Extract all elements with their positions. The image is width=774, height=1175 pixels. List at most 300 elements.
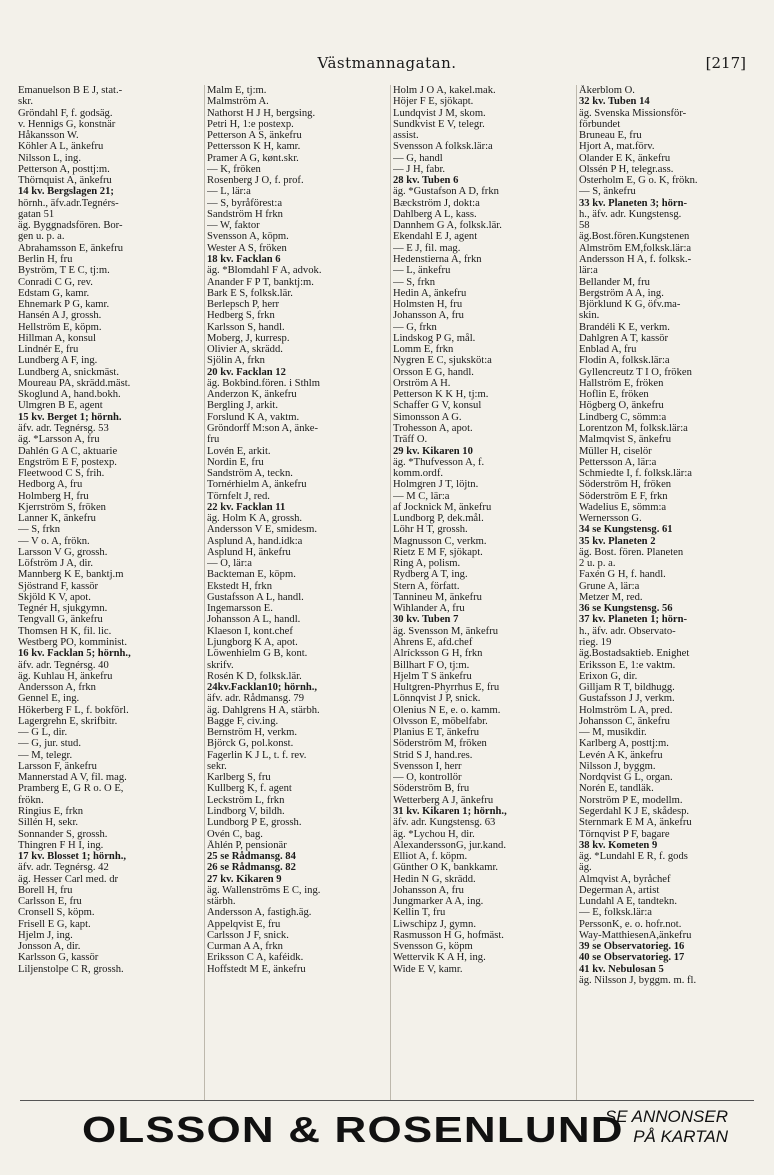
directory-entry: Andersson V E, smidesm.: [207, 524, 317, 536]
directory-entry: — J H, fabr.: [393, 163, 446, 175]
directory-entry: äg.Bost.fören.Kungstenen: [579, 231, 690, 243]
directory-entry: komm.ordf.: [393, 468, 444, 480]
directory-entry: Günther O K, bankkamr.: [393, 862, 499, 874]
directory-entry: Tornérhielm A, änkefru: [207, 479, 307, 491]
directory-entry: Kullberg K, f. agent: [207, 783, 292, 795]
slogan-line-1: SE ANNONSER: [604, 1107, 728, 1126]
directory-entry: fru: [207, 434, 220, 446]
directory-entry: Svensson I, herr: [393, 760, 462, 772]
directory-entry: äg. Bokbind.fören. i Sthlm: [207, 377, 320, 389]
directory-entry: äfv. adr. Tegnérsg. 53: [18, 422, 109, 434]
directory-entry: Svensson G, köpm: [393, 941, 473, 953]
directory-entry: Elliot A, f. köpm.: [393, 851, 468, 863]
directory-entry: Ulmgren B E, agent: [18, 400, 103, 412]
directory-entry: Hjelm T S änkefru: [393, 670, 472, 682]
directory-entry: gatan 51: [18, 208, 55, 220]
directory-entry: Träff O.: [393, 434, 428, 446]
directory-entry: Moberg, J, kurresp.: [207, 332, 290, 344]
directory-entry: Olivier A, skrädd.: [207, 344, 283, 356]
directory-entry: hörnh., äfv.adr.Tegnérs-: [18, 197, 119, 209]
directory-entry: äg. *Lundahl E R, f. gods: [579, 851, 688, 863]
directory-entry: 41 kv. Nebulosan 5: [579, 963, 664, 975]
directory-entry: Törnfelt J, red.: [207, 490, 270, 502]
directory-entry: Lindnér E, fru: [18, 344, 79, 356]
directory-entry: Åkerblom O.: [579, 85, 635, 96]
directory-entry: Bagge F, civ.ing.: [207, 715, 279, 727]
directory-entry: Bruneau E, fru: [579, 130, 642, 142]
directory-entry: Orsson E G, handl.: [393, 366, 474, 378]
directory-entry: Rosén K D, folksk.lär.: [207, 670, 302, 682]
directory-entry: 16 kv. Facklan 5; hörnh.,: [18, 648, 131, 660]
directory-entry: Lindberg C, sömm:a: [579, 411, 667, 423]
directory-entry: Anderzon K, änkefru: [207, 389, 297, 401]
directory-entry: äg. Holm K A, grossh.: [207, 513, 303, 525]
directory-entry: Billhart F O, tj:m.: [393, 659, 470, 671]
directory-entry: Schmiedte I, f. folksk.lär:a: [579, 468, 692, 480]
column-2: [204, 85, 390, 1100]
directory-entry: Pramberg E, G R o. O E,: [18, 783, 124, 795]
directory-entry: Norén E, tandläk.: [579, 783, 654, 795]
directory-entry: Thomsen H K, fil. lic.: [18, 625, 112, 637]
directory-entry: Hedenstierna A, frkn: [393, 253, 482, 265]
directory-entry: 33 kv. Planeten 3; hörn-: [579, 197, 688, 209]
directory-entry: — G, frkn: [393, 321, 437, 333]
directory-entry: äg. Dahlgrens H A, stärbh.: [207, 704, 320, 716]
directory-entry: Holmsten H, fru: [393, 299, 463, 311]
directory-entry: 34 se Kungstensg. 61: [579, 524, 673, 536]
directory-entry: Svensson A folksk.lär:a: [393, 141, 493, 153]
directory-entry: 15 kv. Berget 1; hörnh.: [18, 411, 122, 423]
directory-entry: Schaffer G V, konsul: [393, 400, 482, 412]
directory-entry: Söderström H, fröken: [579, 479, 672, 491]
directory-entry: Ekstedt H, frkn: [207, 580, 273, 592]
directory-entry: Håkansson W.: [18, 130, 79, 142]
directory-entry: Norström P E, modellm.: [579, 794, 683, 806]
directory-entry: Alrícksson G H, frkn: [393, 648, 483, 660]
directory-entry: Köhler A L, änkefru: [18, 141, 104, 153]
directory-entry: äfv. adr. Kungstensg. 63: [393, 817, 496, 829]
directory-entry: Bergling J, arkit.: [207, 400, 279, 412]
directory-entry: Byström, T E C, tj:m.: [18, 265, 110, 277]
directory-entry: Gröndahl F, f. godsäg.: [18, 107, 113, 119]
directory-entry: 2 u. p. a.: [579, 558, 616, 570]
advertiser-slogan: [588, 1107, 728, 1147]
directory-entry: Bellander M, fru: [579, 276, 650, 288]
directory-entry: Larsson V G, grossh.: [18, 546, 108, 558]
directory-entry: Dannhem G A, folksk.lär.: [393, 220, 502, 232]
directory-entry: Lindskog P G, mål.: [393, 332, 476, 344]
directory-entry: Sundkvist E V, telegr.: [393, 118, 485, 130]
directory-entry: Björck G, pol.konst.: [207, 738, 294, 750]
directory-entry: Sandström H frkn: [207, 208, 283, 220]
directory-entry: Petterson A S, änkefru: [207, 130, 302, 142]
directory-entry: Hjort A, mat.förv.: [579, 141, 655, 153]
directory-entry: Gustafsson A L, handl.: [207, 591, 304, 603]
directory-entry: Jonsson A, dir.: [18, 941, 81, 953]
directory-entry: — O, kontrollör: [393, 772, 462, 784]
directory-entry: äg. Bost. fören. Planeten: [579, 546, 684, 558]
directory-entry: Dahlgren A T, kassör: [579, 332, 669, 344]
directory-entry: Lönnqvist J P, snick.: [393, 693, 481, 705]
directory-entry: — S, änkefru: [579, 186, 636, 198]
directory-entry: äfv. adr. Rådmansg. 79: [207, 693, 304, 705]
directory-entry: — G L, dir.: [18, 727, 68, 739]
directory-entry: Malmqvist S, änkefru: [579, 434, 672, 446]
directory-entry: Bergström A A, ing.: [579, 287, 664, 299]
directory-entry: Gennel E, ing.: [18, 693, 80, 705]
directory-entry: Olenius N E, e. o. kamm.: [393, 704, 501, 716]
directory-entry: Liwschipz J, gymn.: [393, 918, 476, 930]
directory-entry: — S, byråförest:a: [207, 197, 283, 209]
directory-entry: Lundberg A F, ing.: [18, 355, 98, 367]
directory-entry: äg. *Lychou H, dir.: [393, 828, 475, 840]
directory-entry: Wernersson G.: [579, 513, 642, 525]
directory-entry: Söderström B, fru: [393, 783, 470, 795]
directory-entry: Magnusson C, verkm.: [393, 535, 487, 547]
directory-entry: Levén A K, änkefru: [579, 749, 663, 761]
directory-entry: Skoglund A, hand.bokh.: [18, 389, 121, 401]
directory-entry: Petterson K K H, tj:m.: [393, 389, 489, 401]
directory-entry: äg.Bostadsaktieb. Enighet: [579, 648, 690, 660]
directory-entry: 40 se Observatorieg. 17: [579, 952, 685, 964]
directory-entry: Almström EM,folksk.lär:a: [579, 242, 692, 254]
directory-entry: Karlberg A, posttj:m.: [579, 738, 669, 750]
directory-entry: Sillén H, sekr.: [18, 817, 79, 829]
directory-entry: Johansson C, änkefru: [579, 715, 670, 727]
directory-entry: — G, jur. stud.: [18, 738, 81, 750]
directory-entry: Söderström E F, frkn: [579, 490, 668, 502]
slogan-line-2: PÅ KARTAN: [633, 1127, 728, 1146]
directory-entry: 39 se Observatorieg. 16: [579, 941, 685, 953]
directory-entry: Johansson A, fru: [393, 310, 464, 322]
directory-entry: 30 kv. Tuben 7: [393, 614, 459, 626]
directory-entry: Klaeson I, kont.chef: [207, 625, 293, 637]
directory-entry: Olssén P H, telegr.ass.: [579, 163, 674, 175]
directory-entry: Westberg PO, komminist.: [18, 637, 128, 649]
directory-entry: Sandström A, teckn.: [207, 468, 293, 480]
directory-entry: Ahrens E, afd.chef: [393, 637, 473, 649]
directory-entry: Grune A, lär:a: [579, 580, 640, 592]
directory-entry: 29 kv. Kikaren 10: [393, 445, 473, 457]
directory-entry: 17 kv. Blosset 1; hörnh.,: [18, 851, 127, 863]
directory-entry: Gilljam R T, bildhugg.: [579, 682, 675, 694]
directory-entry: Lagergrehn E, skrifbitr.: [18, 715, 118, 727]
directory-entry: Enblad A, fru: [579, 344, 637, 356]
directory-entry: Edstam G, kamr.: [18, 287, 90, 299]
directory-entry: Lundborg P, dek.mål.: [393, 513, 484, 525]
directory-entry: Erixon G, dir.: [579, 670, 638, 682]
directory-entry: 31 kv. Kikaren 1; hörnh.,: [393, 806, 507, 817]
directory-entry: Berlin H, fru: [18, 253, 73, 265]
directory-entry: Moureau PA, skrädd.mäst.: [18, 377, 131, 389]
directory-entry: Eriksson E, 1:e vaktm.: [579, 659, 676, 671]
directory-entry: Simonsson A G.: [393, 411, 462, 423]
directory-entry: Löhr H T, grossh.: [393, 524, 468, 536]
directory-entry: Hillman A, konsul: [18, 332, 96, 344]
directory-entry: 26 se Rådmansg. 82: [207, 862, 296, 874]
directory-entry: Anander F P T, banktj:m.: [207, 276, 314, 288]
directory-entry: Rosenberg J O, f. prof.: [207, 175, 304, 187]
directory-entry: Malm E, tj:m.: [207, 85, 267, 96]
directory-entry: rieg. 19: [579, 637, 612, 649]
directory-entry: v. Hennigs G, konstnär: [18, 118, 116, 130]
directory-entry: Ringius E, frkn: [18, 806, 84, 817]
directory-entry: skrifv.: [207, 659, 234, 671]
directory-entry: Sonnander S, grossh.: [18, 828, 108, 840]
directory-entry: Curman A A, frkn: [207, 941, 283, 953]
directory-entry: skr.: [18, 96, 34, 108]
directory-entry: — M C, lär:a: [393, 490, 450, 502]
directory-entry: Trohesson A, apot.: [393, 422, 473, 434]
directory-entry: Karlsson G, kassör: [18, 952, 99, 964]
directory-entry: 38 kv. Kometen 9: [579, 839, 658, 851]
directory-entry: — W, faktor: [207, 220, 260, 232]
directory-entry: Holm J O A, kakel.mak.: [393, 85, 496, 96]
directory-entry: äg. *Gustafson A D, frkn: [393, 186, 499, 198]
directory-entry: Ovén C, bag.: [207, 828, 263, 840]
directory-entry: Hultgren-Phyrrhus E, fru: [393, 682, 500, 694]
directory-entry: Mannerstad A V, fil. mag.: [18, 772, 127, 784]
directory-entry: Gustafsson J J, verkm.: [579, 693, 675, 705]
directory-entry: Bernström H, verkm.: [207, 727, 298, 739]
directory-entry: Rietz E M F, sjökapt.: [393, 546, 483, 558]
directory-entry: gen u. p. a.: [18, 231, 65, 243]
directory-entry: Åhlén P, pensionär: [207, 839, 287, 851]
directory-entry: Cronsell S, köpm.: [18, 907, 95, 919]
directory-entry: Törnqvist P F, bagare: [579, 828, 670, 840]
directory-entry: Karlsson S, handl.: [207, 321, 285, 333]
directory-entry: Holmgren J T, löjtn.: [393, 479, 479, 491]
directory-entry: Hedin N G, skrädd.: [393, 873, 476, 885]
directory-entry: Nordin E, fru: [207, 456, 264, 468]
street-heading: Västmannagatan.: [317, 54, 457, 72]
directory-entry: Leckström L, frkn: [207, 794, 285, 806]
directory-entry: 37 kv. Planeten 1; hörn-: [579, 614, 688, 626]
directory-entry: Ljungborg K A, apot.: [207, 637, 298, 649]
directory-entry: assist.: [393, 130, 419, 142]
directory-entry: Hoflin E, fröken: [579, 389, 649, 401]
directory-entry: äg. *Larsson A, fru: [18, 434, 100, 446]
directory-entry: Lundberg A, snickmäst.: [18, 366, 120, 378]
directory-entry: Hjelm J, ing.: [18, 929, 73, 941]
directory-entry: — V o. A, frökn.: [18, 535, 90, 547]
directory-entry: Tannineu M, änkefru: [393, 591, 482, 603]
directory-entry: Frisell E G, kapt.: [18, 918, 91, 930]
directory-entry: Holmberg H, fru: [18, 490, 89, 502]
directory-entry: Gyllencreutz T I O, fröken: [579, 366, 692, 378]
directory-entry: Strid S J, hand.res.: [393, 749, 473, 761]
directory-entry: Österholm E, G o. K, frökn.: [579, 175, 698, 187]
directory-entry: Wester A S, fröken: [207, 242, 287, 254]
directory-entry: förbundet: [579, 118, 621, 130]
directory-entry: Way-MatthiesenA,änkefru: [579, 929, 692, 941]
directory-entry: Löwenhielm G B, kont.: [207, 648, 308, 660]
directory-entry: äg. *Thufvesson A, f.: [393, 456, 485, 468]
directory-entry: Backteman E, köpm.: [207, 569, 296, 581]
directory-entry: äfv. adr. Tegnérsg. 40: [18, 659, 109, 671]
directory-entry: 20 kv. Facklan 12: [207, 366, 286, 378]
directory-entry: Hoffstedt M E, änkefru: [207, 963, 306, 975]
directory-entry: Borell H, fru: [18, 884, 73, 896]
directory-entry: Olvsson E, möbelfabr.: [393, 715, 488, 727]
directory-entry: Johansson A L, handl.: [207, 614, 301, 626]
directory-entry: Dahlén G A C, aktuarie: [18, 445, 118, 457]
directory-entry: Larsson F, änkefru: [18, 760, 97, 772]
directory-entry: Flodin A, folksk.lär:a: [579, 355, 670, 367]
directory-entry: Orström A H.: [393, 377, 451, 389]
directory-entry: — E J, fil. mag.: [393, 242, 461, 254]
directory-entry: Holmström L A, pred.: [579, 704, 673, 716]
directory-entry: Nordqvist G L, organ.: [579, 772, 673, 784]
directory-entry: äfv. adr. Tegnérsg. 42: [18, 862, 109, 874]
directory-entry: äg.: [579, 862, 592, 874]
directory-entry: Svensson A, köpm.: [207, 231, 289, 243]
directory-entry: äg. Wallenströms E C, ing.: [207, 884, 321, 896]
directory-entry: 58: [579, 220, 590, 232]
directory-entry: Carlsson J F, snick.: [207, 929, 289, 941]
directory-entry: Bæckström J, dokt:a: [393, 197, 480, 209]
directory-entry: Nygren E C, sjuksköt:a: [393, 355, 492, 367]
directory-entry: äg. Nilsson J, byggm. m. fl.: [579, 974, 697, 986]
directory-entry: 28 kv. Tuben 6: [393, 175, 459, 187]
directory-entry: Sternmark E M A, änkefru: [579, 817, 692, 829]
directory-entry: Kellin T, fru: [393, 907, 446, 919]
directory-entry: Planius E T, änkefru: [393, 727, 480, 739]
directory-entry: Lanner K, änkefru: [18, 513, 96, 525]
directory-entry: Lundqvist J M, skom.: [393, 107, 486, 119]
column-1: [18, 85, 204, 1100]
directory-entry: Fleetwood C S, frih.: [18, 468, 105, 480]
directory-entry: Tegnér H, sjukgymn.: [18, 603, 108, 615]
directory-entry: Karlberg S, fru: [207, 772, 271, 784]
directory-entry: stärbh.: [207, 896, 236, 908]
directory-entry: Tengvall G, änkefru: [18, 614, 103, 626]
directory-entry: Hedberg S, frkn: [207, 310, 275, 322]
directory-entry: Lomm E, frkn: [393, 344, 454, 356]
directory-entry: 24kv.Facklan10; hörnh.,: [207, 682, 318, 694]
directory-entry: Mannberg K E, banktj.m: [18, 569, 124, 581]
directory-entry: — O, lär:a: [207, 558, 253, 570]
directory-entry: — S, frkn: [393, 276, 436, 288]
directory-entry: Ring A, polism.: [393, 558, 461, 570]
directory-entry: Segerdahl K J E, skådesp.: [579, 806, 690, 817]
directory-entry: 14 kv. Bergslagen 21;: [18, 186, 114, 198]
directory-entry: Dahlberg A L, kass.: [393, 208, 477, 220]
column-4: [576, 85, 762, 1100]
directory-entry: Berlepsch P, herr: [207, 299, 280, 311]
directory-entry: Sjölin A, frkn: [207, 355, 265, 367]
directory-entry: Wetterberg A J, änkefru: [393, 794, 494, 806]
directory-entry: Ehnemark P G, kamr.: [18, 299, 110, 311]
directory-entry: — G, handl: [393, 152, 443, 164]
directory-entry: Löfström J A, dir.: [18, 558, 94, 570]
directory-entry: Wadelius E, sömm:a: [579, 501, 667, 513]
directory-entry: 18 kv. Facklan 6: [207, 253, 281, 265]
directory-entry: Ingemarsson E.: [207, 603, 273, 615]
directory-entry: äg. Svensson M, änkefru: [393, 625, 499, 637]
directory-entry: h., äfv. adr. Observato-: [579, 625, 676, 637]
directory-entry: Almqvist A, byråchef: [579, 873, 671, 885]
directory-entry: Ekendahl E J, agent: [393, 231, 478, 243]
directory-entry: Wettervik K A H, ing.: [393, 952, 486, 964]
directory-entry: Hedin A, änkefru: [393, 287, 467, 299]
directory-entry: Johansson A, fru: [393, 884, 464, 896]
directory-entry: Hellström E, köpm.: [18, 321, 102, 333]
directory-entry: Lorentzon M, folksk.lär:a: [579, 422, 688, 434]
directory-entry: Lindborg V, bildh.: [207, 806, 285, 817]
directory-entry: — M, musikdir.: [579, 727, 647, 739]
directory-entry: Rydberg A T, ing.: [393, 569, 468, 581]
directory-entry: Hallström E, fröken: [579, 377, 664, 389]
directory-entry: Brandéli K E, verkm.: [579, 321, 670, 333]
directory-entry: Eriksson C A, kaféidk.: [207, 952, 304, 964]
directory-entry: Petterson A, posttj:m.: [18, 163, 110, 175]
directory-entry: — E, folksk.lär:a: [579, 907, 652, 919]
directory-entry: Müller H, ciselör: [579, 445, 652, 457]
directory-entry: Nilsson J, byggm.: [579, 760, 656, 772]
directory-entry: lär:a: [579, 265, 598, 277]
directory-entry: Petri H, 1:e postexp.: [207, 118, 294, 130]
directory-entry: äg. Svenska Missionsför-: [579, 107, 687, 119]
directory-entry: Lovén E, arkit.: [207, 445, 271, 457]
directory-entry: Hansén A J, grossh.: [18, 310, 102, 322]
directory-entry: Emanuelson B E J, stat.-: [18, 85, 123, 96]
directory-entry: Stern A, författ.: [393, 580, 460, 592]
directory-entry: Degerman A, artist: [579, 884, 660, 896]
directory-entry: sekr.: [207, 760, 227, 772]
column-3: [390, 85, 576, 1100]
directory-entry: Hedborg A, fru: [18, 479, 83, 491]
directory-entry: — S, frkn: [18, 524, 61, 536]
directory-entry: — L, lär:a: [207, 186, 251, 198]
directory-entry: Höjer F E, sjökapt.: [393, 96, 474, 108]
directory-entry: Högberg O, änkefru: [579, 400, 664, 412]
directory-entry: Rasmusson H G, hofmäst.: [393, 929, 504, 941]
directory-entry: Pramer A G, kønt.skr.: [207, 152, 299, 164]
directory-columns: [18, 85, 762, 1100]
directory-entry: 22 kv. Facklan 11: [207, 501, 286, 513]
directory-entry: Abrahamsson E, änkefru: [18, 242, 124, 254]
directory-entry: Asplund H, änkefru: [207, 546, 291, 558]
directory-entry: Björklund K G, öfv.ma-: [579, 299, 681, 311]
directory-entry: Thörnquist A, änkefru: [18, 175, 112, 187]
directory-entry: äg. Hesser Carl med. dr: [18, 873, 119, 885]
directory-entry: Conradi C G, rev.: [18, 276, 93, 288]
directory-entry: Andersson H A, f. folksk.-: [579, 253, 692, 265]
directory-entry: äg. Byggnadsfören. Bor-: [18, 220, 123, 232]
directory-entry: af Jocknick M, änkefru: [393, 501, 492, 513]
directory-entry: Wihlander A, fru: [393, 603, 465, 615]
directory-entry: Andersson A, fastigh.äg.: [207, 907, 312, 919]
directory-entry: Asplund A, hand.idk:a: [207, 535, 303, 547]
directory-entry: 35 kv. Planeten 2: [579, 535, 656, 547]
directory-entry: Hökerberg F L, f. bokförl.: [18, 704, 129, 716]
directory-entry: Thingren F H I, ing.: [18, 839, 104, 851]
directory-entry: Appelqvist E, fru: [207, 918, 281, 930]
directory-entry: skin.: [579, 310, 600, 322]
directory-entry: frökn.: [18, 794, 44, 806]
directory-entry: äg. Kuhlau H, änkefru: [18, 670, 113, 682]
advertiser-banner: OLSSON & ROSENLUND: [82, 1109, 624, 1150]
directory-entry: Engström E F, postexp.: [18, 456, 117, 468]
directory-entry: Pettersson A, lär:a: [579, 456, 657, 468]
directory-entry: 27 kv. Kikaren 9: [207, 873, 282, 885]
directory-entry: h., äfv. adr. Kungstensg.: [579, 208, 682, 220]
directory-entry: Pettersson K H, kamr.: [207, 141, 301, 153]
directory-entry: — L, änkefru: [393, 265, 451, 277]
directory-entry: AlexanderssonG, jur.kand.: [393, 839, 506, 851]
directory-entry: Wide E V, kamr.: [393, 963, 463, 975]
